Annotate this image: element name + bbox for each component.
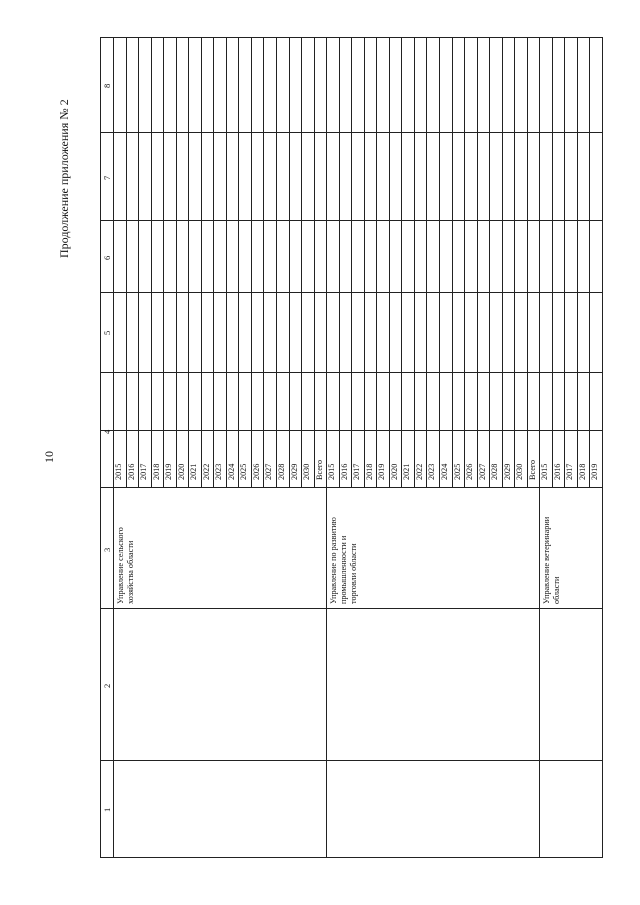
row-separator	[552, 37, 553, 487]
table-border-left	[100, 37, 101, 857]
year-cell: 2017	[565, 463, 575, 480]
row-separator	[502, 37, 503, 487]
row-separator	[351, 37, 352, 487]
row-separator	[414, 37, 415, 487]
column-separator	[100, 608, 602, 609]
row-separator	[188, 37, 189, 487]
column-separator	[100, 760, 602, 761]
department-name-line: области	[552, 576, 562, 604]
year-cell: 2015	[327, 463, 337, 480]
row-separator	[226, 37, 227, 487]
year-cell: 2022	[414, 463, 424, 480]
row-separator	[314, 37, 315, 487]
appendix-caption: Продолжение приложения № 2	[57, 99, 71, 258]
year-cell: 2016	[339, 463, 349, 480]
row-separator	[376, 37, 377, 487]
year-cell: 2019	[590, 463, 600, 480]
year-cell: Всего	[314, 459, 324, 480]
department-name-line: торговли области	[349, 543, 359, 604]
row-separator	[426, 37, 427, 487]
year-cell: 2023	[427, 463, 437, 480]
year-cell: 2015	[540, 463, 550, 480]
column-number-header: 1	[102, 807, 112, 812]
row-separator	[489, 37, 490, 487]
column-separator	[100, 487, 602, 488]
year-cell: 2018	[151, 463, 161, 480]
year-cell: 2028	[490, 463, 500, 480]
year-cell: 2029	[502, 463, 512, 480]
row-separator	[364, 37, 365, 487]
year-cell: 2025	[239, 463, 249, 480]
row-separator	[301, 37, 302, 487]
year-cell: 2022	[201, 463, 211, 480]
year-cell: 2016	[552, 463, 562, 480]
row-separator	[589, 37, 590, 487]
row-separator	[389, 37, 390, 487]
year-cell: 2019	[164, 463, 174, 480]
row-separator	[163, 37, 164, 487]
year-cell: 2024	[440, 463, 449, 480]
row-separator	[276, 37, 277, 487]
year-cell: 2028	[277, 463, 286, 480]
block-separator	[539, 37, 540, 857]
year-cell: 2017	[352, 463, 362, 480]
table-border-right	[602, 37, 603, 858]
year-cell: 2030	[302, 463, 312, 480]
department-name-line: хозяйства области	[126, 540, 135, 604]
year-cell: 2027	[477, 463, 487, 480]
year-cell: 2018	[364, 463, 374, 480]
year-cell: Всего	[527, 459, 537, 480]
row-separator	[138, 37, 139, 487]
row-separator	[126, 37, 127, 487]
year-cell: 2024	[226, 463, 236, 480]
year-cell: 2029	[289, 463, 299, 480]
department-name-line: Управление ветеринарии	[542, 516, 552, 604]
department-name-line: промышленности и	[339, 535, 349, 604]
column-number-header: 6	[102, 255, 112, 260]
year-cell: 2016	[126, 463, 136, 480]
row-separator	[201, 37, 202, 487]
row-separator	[439, 37, 440, 487]
row-separator	[527, 37, 528, 487]
column-number-header: 4	[102, 429, 112, 434]
block-separator	[326, 37, 327, 857]
column-number-header: 8	[102, 83, 112, 88]
header-row-separator	[113, 37, 114, 857]
row-separator	[514, 37, 515, 487]
row-separator	[401, 37, 402, 487]
year-cell: 2026	[251, 463, 261, 480]
year-cell: 2017	[139, 463, 149, 480]
year-cell: 2020	[176, 463, 186, 480]
row-separator	[339, 37, 340, 487]
year-cell: 2015	[114, 463, 123, 480]
year-cell: 2023	[214, 463, 224, 480]
year-cell: 2019	[377, 463, 387, 480]
page-number: 10	[42, 451, 56, 463]
year-cell: 2021	[189, 463, 199, 480]
row-separator	[477, 37, 478, 487]
year-cell: 2025	[452, 463, 462, 480]
year-cell: 2030	[515, 463, 525, 480]
row-separator	[289, 37, 290, 487]
department-name-line: Управление по развитию	[329, 517, 339, 604]
table-border-bottom	[100, 857, 602, 858]
row-separator	[213, 37, 214, 487]
row-separator	[263, 37, 264, 487]
row-separator	[452, 37, 453, 487]
department-name-line: Управление сельского	[116, 527, 125, 604]
year-cell: 2021	[402, 463, 412, 480]
column-number-header: 7	[102, 175, 112, 180]
year-cell: 2018	[577, 463, 587, 480]
year-cell: 2027	[264, 463, 274, 480]
year-cell: 2020	[389, 463, 399, 480]
row-separator	[238, 37, 239, 487]
year-cell: 2026	[465, 463, 475, 480]
row-separator	[176, 37, 177, 487]
row-separator	[251, 37, 252, 487]
column-number-header: 3	[102, 547, 112, 552]
column-number-header: 2	[102, 683, 112, 688]
row-separator	[564, 37, 565, 487]
column-number-header: 5	[102, 330, 112, 335]
row-separator	[464, 37, 465, 487]
row-separator	[151, 37, 152, 487]
row-separator	[577, 37, 578, 487]
